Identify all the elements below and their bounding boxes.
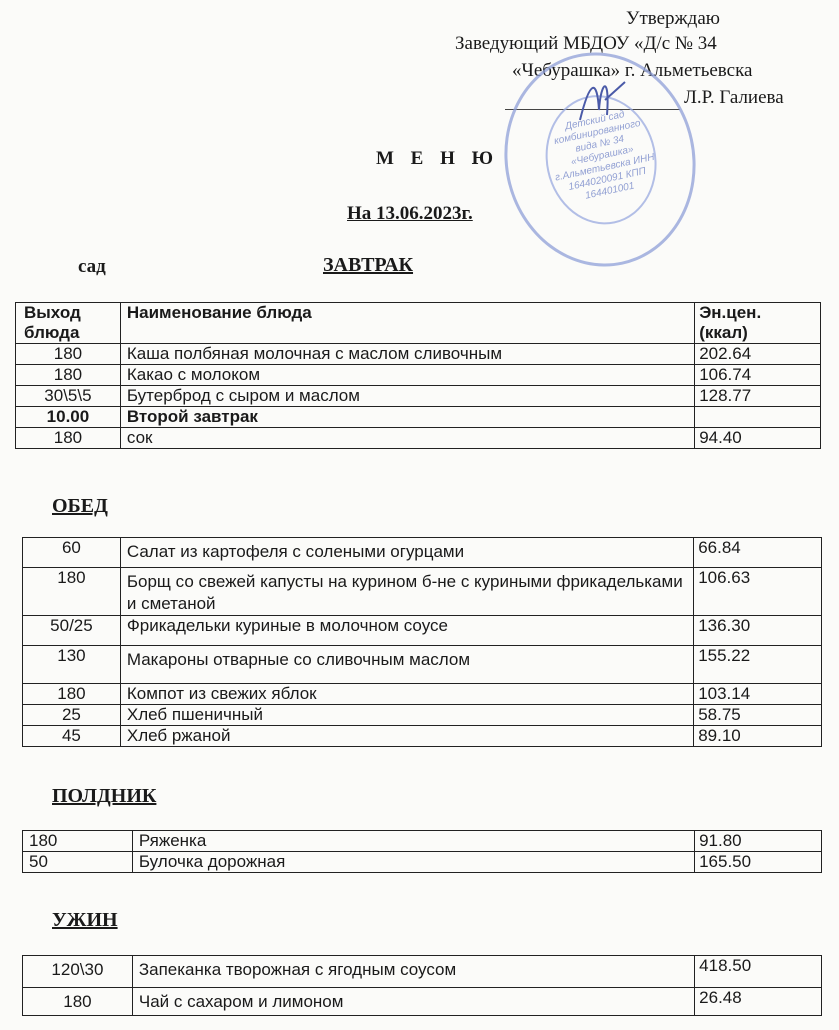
dish-energy: 91.80 <box>695 831 822 852</box>
table-row <box>23 538 822 568</box>
menu-date: На 13.06.2023г. <box>347 203 473 224</box>
dish-name: Хлеб ржаной <box>120 726 693 747</box>
dish-output: 180 <box>16 344 121 365</box>
dish-name: Борщ со свежей капусты на курином б-не с куриными фрикадельками и сметаной <box>120 568 693 616</box>
snack-title: ПОЛДНИК <box>52 785 157 807</box>
dish-energy: 58.75 <box>694 705 822 726</box>
dish-name: Ряженка <box>132 831 694 852</box>
table-row <box>23 616 822 646</box>
header-dish-name: Наименование блюда <box>120 303 694 344</box>
breakfast-table <box>15 302 821 449</box>
dish-name: сок <box>120 428 694 449</box>
dish-output: 120\30 <box>23 956 133 988</box>
table-row <box>23 852 822 873</box>
page-title: М Е Н Ю <box>376 148 500 169</box>
dinner-table <box>22 955 822 1016</box>
dish-output: 45 <box>23 726 121 747</box>
dish-energy: 106.63 <box>694 568 822 616</box>
approval-line-2: Заведующий МБДОУ «Д/с № 34 <box>455 33 717 54</box>
dish-name: Какао с молоком <box>120 365 694 386</box>
dish-output: 60 <box>23 538 121 568</box>
dish-output: 50/25 <box>23 616 121 646</box>
dish-output: 50 <box>23 852 133 873</box>
table-row <box>23 988 822 1016</box>
header-energy: Эн.цен. (ккал) <box>695 303 821 344</box>
dish-name: Салат из картофеля с солеными огурцами <box>120 538 693 568</box>
table-row <box>23 684 822 705</box>
dish-output: 180 <box>23 568 121 616</box>
approval-head-name: Л.Р. Галиева <box>684 87 784 108</box>
table-row <box>16 407 821 428</box>
dinner-title: УЖИН <box>52 909 118 931</box>
dish-name: Чай с сахаром и лимоном <box>132 988 694 1016</box>
dish-energy: 155.22 <box>694 646 822 684</box>
dish-output: 25 <box>23 705 121 726</box>
dish-output: 180 <box>16 365 121 386</box>
group-label: сад <box>78 256 106 277</box>
table-row <box>23 956 822 988</box>
table-row <box>16 428 821 449</box>
dish-output: 180 <box>23 684 121 705</box>
dish-name: Булочка дорожная <box>132 852 694 873</box>
dish-name: Каша полбяная молочная с маслом сливочным <box>120 344 694 365</box>
dish-output: 30\5\5 <box>16 386 121 407</box>
breakfast-title: ЗАВТРАК <box>323 254 414 276</box>
dish-energy: 106.74 <box>695 365 821 386</box>
dish-energy: 136.30 <box>694 616 822 646</box>
dish-energy: 89.10 <box>694 726 822 747</box>
stamp-text: Детский сад комбинированного вида № 34 «Чебурашка» г.Альметьевска ИНН 1644020091 КПП 164401001 <box>553 109 656 202</box>
dish-output: 180 <box>23 988 133 1016</box>
table-row <box>23 705 822 726</box>
dish-name: Компот из свежих яблок <box>120 684 693 705</box>
dish-energy: 165.50 <box>695 852 822 873</box>
dish-energy: 26.48 <box>695 988 822 1016</box>
dish-energy: 202.64 <box>695 344 821 365</box>
breakfast-header-row <box>16 303 821 344</box>
approval-line-1: Утверждаю <box>626 8 720 29</box>
second-breakfast-label: Второй завтрак <box>120 407 694 428</box>
dish-name: Запеканка творожная с ягодным соусом <box>132 956 694 988</box>
lunch-title: ОБЕД <box>52 495 108 517</box>
table-row <box>23 646 822 684</box>
table-row <box>16 365 821 386</box>
dish-name: Макароны отварные со сливочным маслом <box>120 646 693 684</box>
lunch-table <box>22 537 822 747</box>
dish-energy: 94.40 <box>695 428 821 449</box>
dish-output: 130 <box>23 646 121 684</box>
dish-output: 180 <box>23 831 133 852</box>
dish-name: Хлеб пшеничный <box>120 705 693 726</box>
dish-name: Фрикадельки куриные в молочном соусе <box>120 616 693 646</box>
approval-line-3: «Чебурашка» г. Альметьевска <box>512 60 753 81</box>
dish-output: 180 <box>16 428 121 449</box>
table-row <box>16 386 821 407</box>
dish-energy <box>695 407 821 428</box>
header-output: Выход блюда <box>16 303 121 344</box>
table-row <box>23 568 822 616</box>
table-row <box>23 831 822 852</box>
second-breakfast-time: 10.00 <box>16 407 121 428</box>
dish-name: Бутерброд с сыром и маслом <box>120 386 694 407</box>
dish-energy: 103.14 <box>694 684 822 705</box>
snack-table <box>22 830 822 873</box>
table-row <box>16 344 821 365</box>
dish-energy: 418.50 <box>695 956 822 988</box>
dish-energy: 128.77 <box>695 386 821 407</box>
table-row <box>23 726 822 747</box>
dish-energy: 66.84 <box>694 538 822 568</box>
signature-icon <box>575 70 635 130</box>
